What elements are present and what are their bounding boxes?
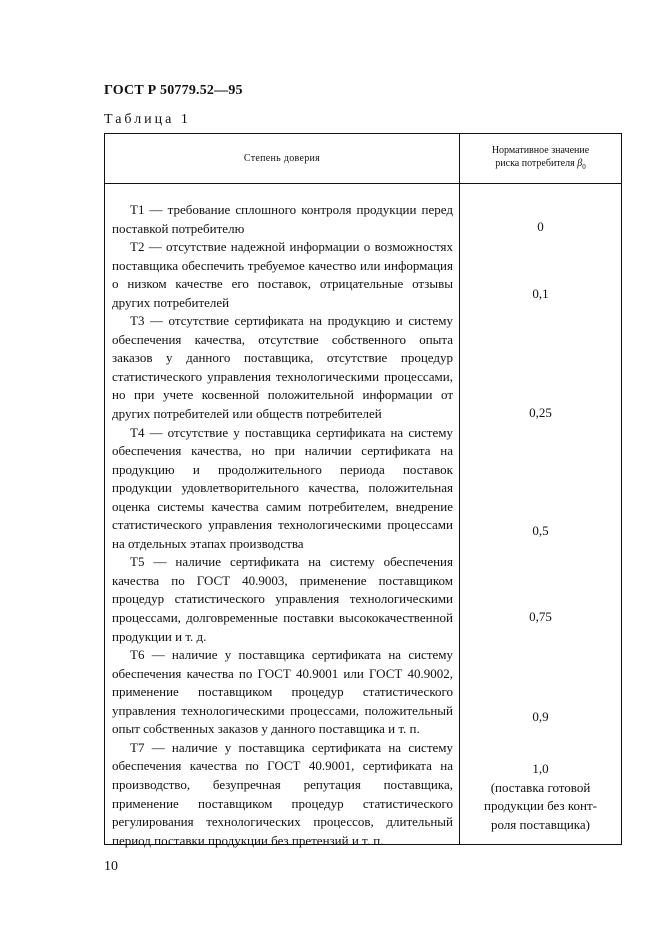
risk-value-t5: 0,75 <box>529 609 552 624</box>
risk-note-line3: роля поставщика) <box>490 817 591 832</box>
risk-note-line1: (поставка готовой <box>490 780 591 795</box>
confidence-level-t6: Т6 — наличие у поставщика сертификата на систему обеспечения качества по ГОСТ 40.9001 или ГОСТ 40.9002, применение поставщиком процедур статистического управления технологическими процессами, положительный опыт собственных заказов у данного поставщика и т. п. <box>112 647 453 737</box>
confidence-level-t5: Т5 — наличие сертификата на систему обеспечения качества по ГОСТ 40.9003, применение поставщиком процедур статистического управления технологическими процессами, долговременные поставки высококачественной продукции и т. д. <box>112 554 453 644</box>
column-header-risk <box>460 134 621 183</box>
confidence-level-t1: Т1 — требование сплошного контроля продукции перед поставкой потребителю <box>112 202 453 236</box>
header-divider <box>105 183 621 184</box>
confidence-level-t3: Т3 — отсутствие сертификата на продукцию и систему обеспечения качества, отсутствие собственного опыта заказов у данного поставщика, отсутствие процедур статистического управления технологическими процессами, но при учете косвенной положительной информации от других потребителей или обществ потребителей <box>112 313 453 422</box>
risk-value-t6: 0,9 <box>532 709 549 724</box>
risk-value-t2: 0,1 <box>532 286 549 301</box>
risk-value-t7: 1,0 <box>532 761 549 776</box>
risk-note-line2: продукции без конт- <box>483 798 597 813</box>
column-header-risk-line1: Нормативное значение <box>491 144 590 156</box>
confidence-level-t7: Т7 — наличие у поставщика сертификата на систему обеспечения качества по ГОСТ 40.9001, сертификата на производство, безупречная репутация поставщика, применение поставщиком процедур статистического регулирования технологических процессов, длительный период поставки продукции без претензий и т. п. <box>112 739 453 848</box>
page-number: 10 <box>104 859 118 874</box>
confidence-level-t4: Т4 — отсутствие у поставщика сертификата на систему обеспечения качества, но при наличии сертификата на продукцию и продолжительного периода поставок продукции удовлетворительного качества, положительная оценка системы качества самим потребителем, внедрение статистического управления технологическими процессами на отдельных этапах производства <box>112 424 453 551</box>
risk-value-t4: 0,5 <box>532 523 549 538</box>
column-header-confidence-label: Степень доверия <box>243 153 321 164</box>
column-divider <box>459 134 460 844</box>
confidence-level-t2: Т2 — отсутствие надежной информации о возможностях поставщика обеспечить требуемое качество или информация о низком качестве его поставок, отрицательные отзывы других потребителей <box>112 239 453 310</box>
table-caption: Таблица 1 <box>104 112 191 127</box>
confidence-risk-table <box>104 133 622 848</box>
column-header-risk-line2 <box>495 157 585 174</box>
beta-subscript: 0 <box>582 162 586 171</box>
confidence-levels-column <box>105 201 459 850</box>
risk-value-t3: 0,25 <box>529 405 552 420</box>
column-header-confidence <box>105 134 459 183</box>
risk-value-t1: 0 <box>537 219 544 234</box>
column-header-risk-label: риска потребителя <box>495 157 575 169</box>
beta-symbol: β <box>577 157 583 169</box>
document-code: ГОСТ Р 50779.52—95 <box>104 83 243 98</box>
